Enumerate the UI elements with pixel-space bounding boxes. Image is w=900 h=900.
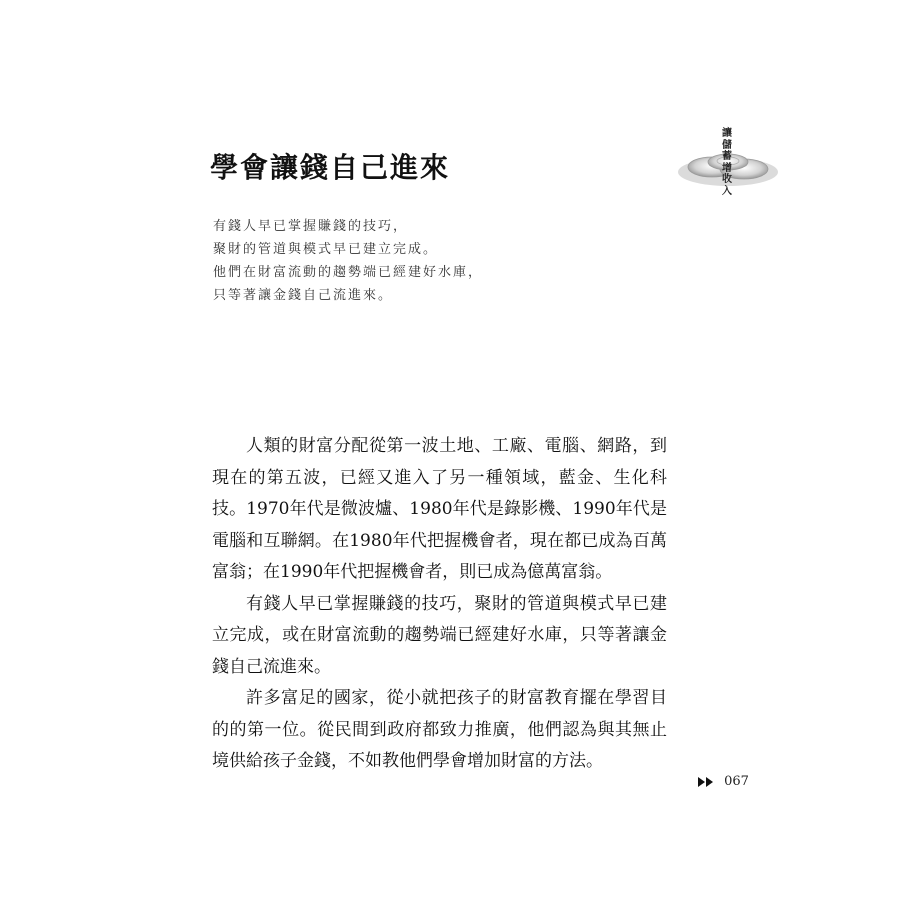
intro-line: 聚財的管道與模式早已建立完成。 xyxy=(213,242,439,257)
double-arrow-icon xyxy=(698,777,714,787)
body-text xyxy=(212,431,667,778)
page-folio xyxy=(698,774,749,789)
page-number: 067 xyxy=(724,774,749,789)
page-title: 學會讓錢自己進來 xyxy=(210,151,451,184)
intro-line: 他們在財富流動的趨勢端已經建好水庫， xyxy=(213,265,484,280)
chapter-tab-label: 讓儲蓄增收入 xyxy=(722,128,732,197)
body-paragraph: 許多富足的國家，從小就把孩子的財富教育擺在學習目的的第一位。從民間到政府都致力推廣，他們認為與其無止境供給孩子金錢，不如教他們學會增加財富的方法。 xyxy=(212,688,667,771)
intro-block xyxy=(213,215,483,307)
intro-line: 只等著讓金錢自己流進來。 xyxy=(213,288,394,303)
body-paragraph: 有錢人早已掌握賺錢的技巧，聚財的管道與模式早已建立完成，或在財富流動的趨勢端已經建好水庫，只等著讓金錢自己流進來。 xyxy=(212,593,667,677)
chapter-side-tab xyxy=(676,128,780,218)
body-paragraph: 人類的財富分配從第一波土地、工廠、電腦、網路，到現在的第五波，已經又進入了另一種領域，藍金、生化科技。1970年代是微波爐、1980年代是錄影機、1990年代是電腦和互聯網。在1980年代把握機會者，現在都已成為百萬富翁；在1990年代把握機會者，則已成為億萬富翁。 xyxy=(212,436,667,582)
intro-line: 有錢人早已掌握賺錢的技巧， xyxy=(213,219,409,234)
